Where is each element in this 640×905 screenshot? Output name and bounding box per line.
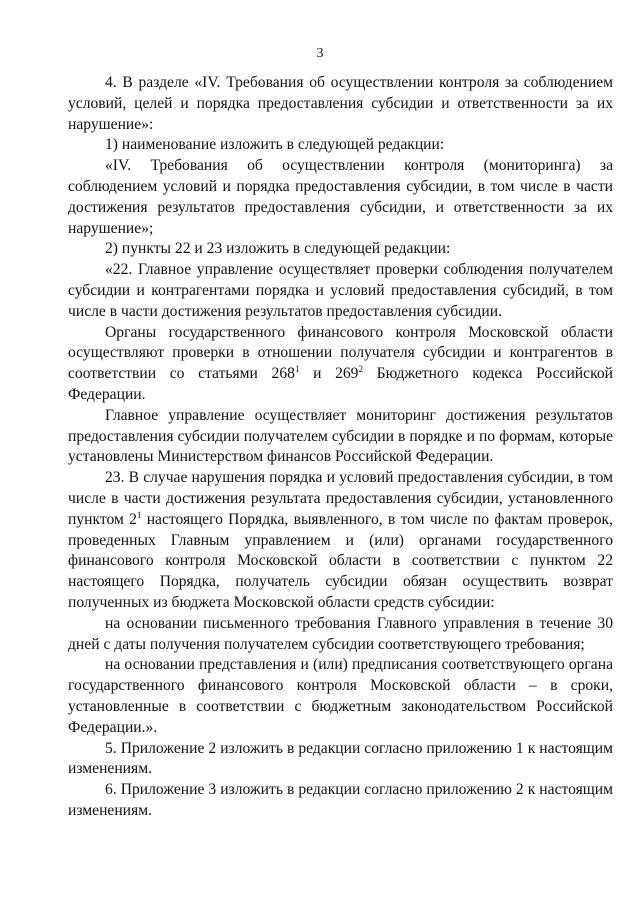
paragraph-text: 23. В случае нарушения порядка и условий предоставления субсидии, в том числе в части достижения результата предоставления субсидии, установленного пунктом 2 [68, 469, 613, 528]
superscript: 2 [358, 363, 363, 374]
paragraph-financial-control [68, 323, 613, 406]
paragraph-section-5: 5. Приложение 2 изложить в редакции согласно приложению 1 к настоящим изменениям. [68, 739, 613, 778]
paragraph-written-demand: на основании письменного требования Главного управления в течение 30 дней с даты получения получателем субсидии соответствующего требования; [68, 614, 613, 653]
paragraph-representation: на основании представления и (или) предписания соответствующего органа государственного финансового контроля Московской области – в сроки, установленные в соответствии с бюджетным законодательством Российской Федерации.». [68, 656, 613, 736]
paragraph-text: Бюджетного кодекса Российской Федерации. [68, 365, 613, 403]
paragraph-monitoring: Главное управление осуществляет мониторинг достижения результатов предоставления субсидии получателем субсидии в порядке и по формам, которые установлены Министерством финансов Российской Федерации. [68, 406, 613, 466]
paragraph-section-4: 4. В разделе «IV. Требования об осуществлении контроля за соблюдением условий, целей и порядка предоставления субсидии и ответственности за их нарушение»: [68, 74, 613, 133]
page-number: 3 [316, 46, 324, 61]
superscript: 1 [136, 509, 142, 520]
paragraph-clause-23 [68, 468, 613, 614]
paragraph-new-section-title: «IV. Требования об осуществлении контроля (мониторинга) за соблюдением условий и порядка предоставления субсидии, в том числе в части достижения результатов предоставления субсидии, и ответственности за их нарушение»; [68, 157, 613, 237]
paragraph-clause-22: «22. Главное управление осуществляет проверки соблюдения получателем субсидии и контрагентами порядка и условий предоставления субсидий, в том числе в части достижения результатов предоставления субсидии. [68, 261, 613, 320]
paragraph-text: Органы государственного финансового контроля Московской области осуществляют проверки в отношении получателя субсидии и контрагентов в соответствии со статьями 268 [68, 323, 613, 383]
document-body [68, 73, 613, 822]
superscript: 1 [294, 363, 300, 374]
paragraph-section-6: 6. Приложение 3 изложить в редакции согласно приложению 2 к настоящим изменениям. [68, 781, 613, 819]
paragraph-item-2: 2) пункты 22 и 23 изложить в следующей редакции: [105, 240, 451, 258]
paragraph-text: настоящего Порядка, выявленного, в том числе по фактам проверок, проведенных Главным управлением и (или) органами государственного финансового контроля Московской области в соответствии с пунктом 22 настоящего Порядка, получатель субсидии обязан осуществить возврат полученных из бюджета Московской области средств субсидии: [68, 510, 614, 611]
paragraph-text: и 269 [299, 365, 359, 383]
paragraph-item-1: 1) наименование изложить в следующей редакции: [105, 136, 445, 154]
